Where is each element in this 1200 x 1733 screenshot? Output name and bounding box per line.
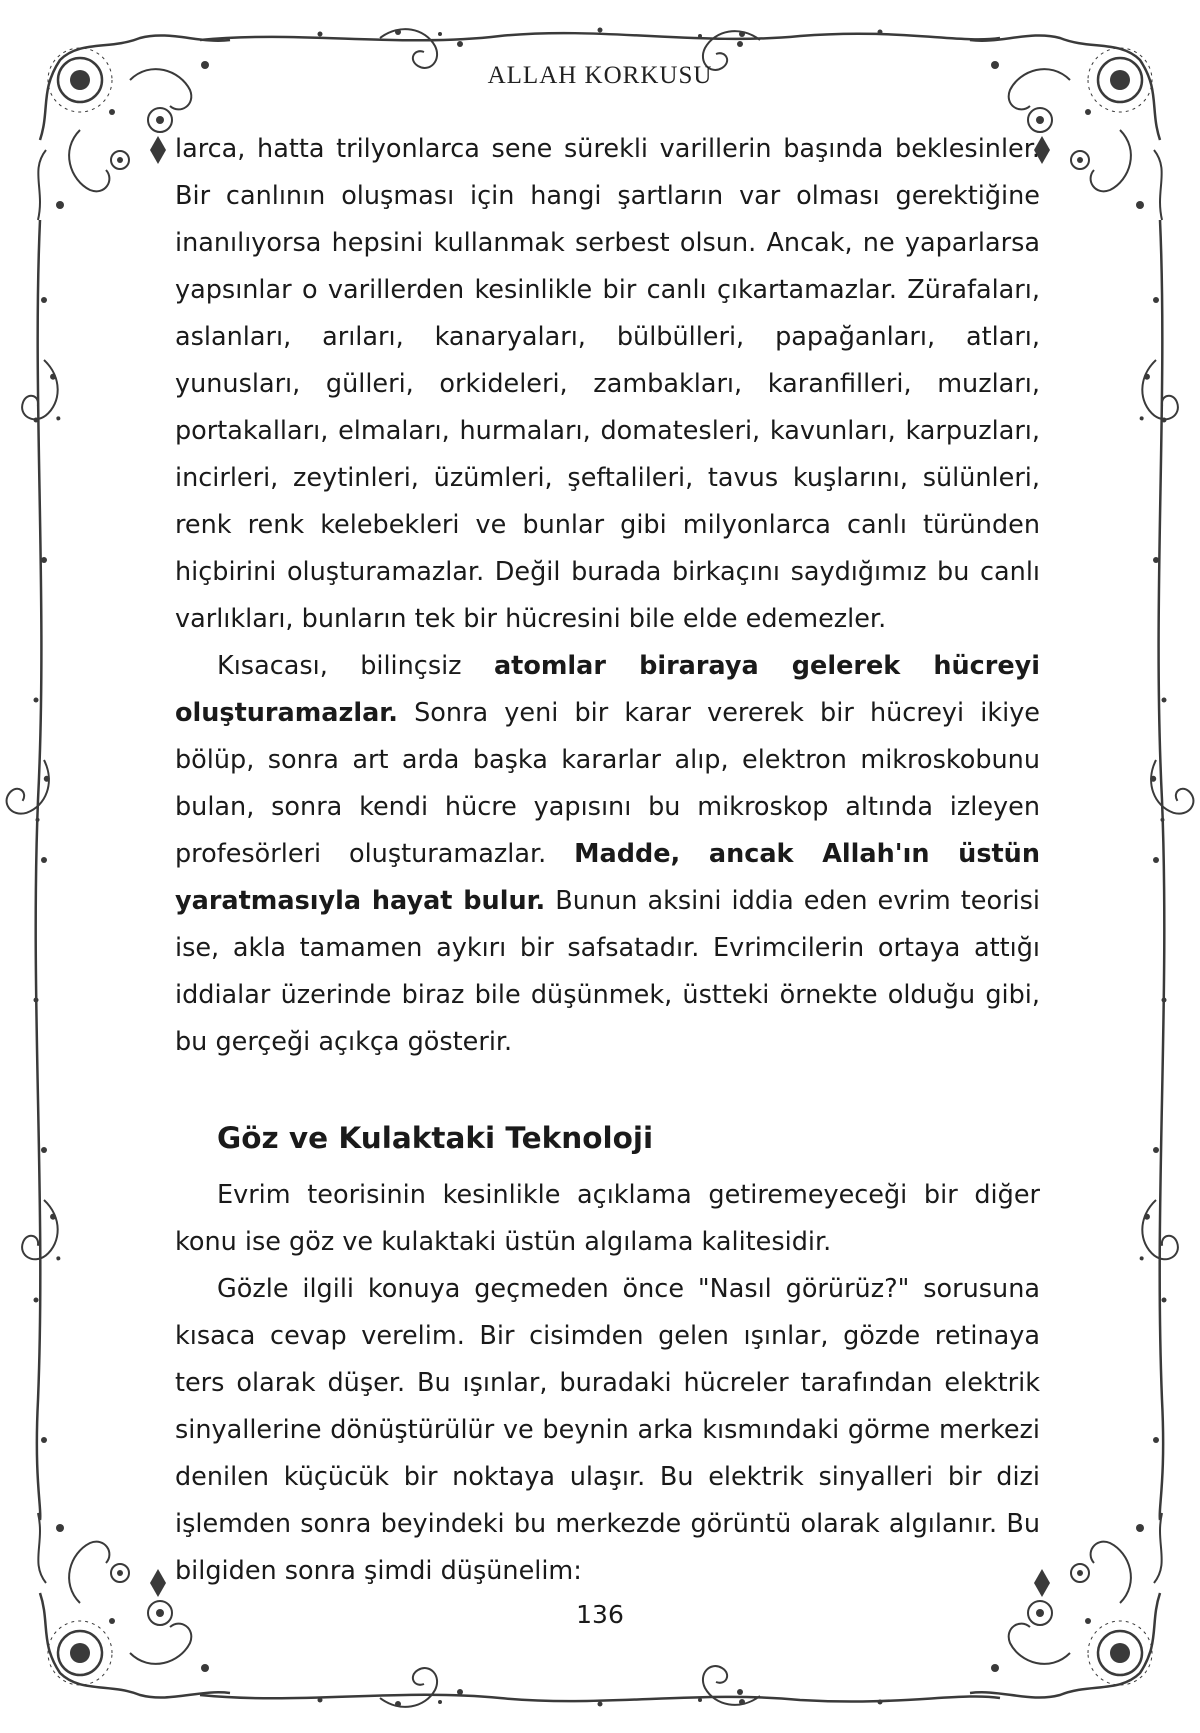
paragraph-2-emphasis: atomlar biraraya gelerek hücreyi oluşturamazlar. [175,651,1040,728]
body-text [175,126,1040,1595]
paragraph-4: Gözle ilgili konuya geçmeden önce "Nasıl görürüz?" sorusuna kısaca cevap verelim. Bir cisimden gelen ışınlar, gözde retinaya ters olarak düşer. Bu ışınlar, buradaki hücreler tarafından elektrik sinyallerine dönüştürülür ve beynin arka kısmındaki görme merkezi denilen küçücük bir noktaya ulaşır. Bu elektrik sinyalleri bir dizi işlemden sonra beyindeki bu merkezde görüntü olarak algılanır. Bu bilgiden sonra şimdi düşünelim: [175,1274,1040,1586]
paragraph-1: larca, hatta trilyonlarca sene sürekli varillerin başında beklesinler. Bir canlının oluşması için hangi şartların var olması gerektiğine inanılıyorsa hepsini kullanmak serbest olsun. Ancak, ne yaparlarsa yapsınlar o varillerden kesinlikle bir canlı çıkartamazlar. Zürafaları, aslanları, arıları, kanaryaları, bülbülleri, papağanları, atları, yunusları, gülleri, orkideleri, zambakları, karanfilleri, muzları, portakalları, elmaları, hurmaları, domatesleri, kavunları, karpuzları, incirleri, zeytinleri, üzümleri, şeftalileri, tavus kuşlarını, sülünleri, renk renk kelebekleri ve bunlar gibi milyonlarca canlı türünden hiçbirini oluşturamazlar. Değil burada birkaçını saydığımız bu canlı varlıkları, bunların tek bir hücresini bile elde edemezler. [175,134,1040,634]
paragraph-3: Evrim teorisinin kesinlikle açıklama getiremeyeceği bir diğer konu ise göz ve kulaktaki üstün algılama kalitesidir. [175,1180,1040,1257]
paragraph-2 [175,643,1040,1066]
section-heading: Göz ve Kulaktaki Teknoloji [217,1121,654,1155]
running-header-title: ALLAH KORKUSU [487,62,713,89]
paragraph-2-text: Sonra yeni bir karar vererek bir hücreyi ikiye bölüp, sonra art arda başka kararlar alıp, elektron mikroskobunu bulan, sonra kendi hücre yapısını bu mikroskop altında izleyen profesörleri oluşturamazlar. [175,698,1040,869]
paragraph-2-text: Bunun aksini iddia eden evrim teorisi ise, akla tamamen aykırı bir safsatadır. Evrimcilerin ortaya attığı iddialar üzerinde biraz bile düşünmek, üstteki örnekte olduğu gibi, bu gerçeği açıkça gösterir. [175,886,1041,1057]
paragraph-2-emphasis: Madde, ancak Allah'ın üstün yaratmasıyla hayat bulur. [175,839,1040,916]
paragraph-2-text: Kısacası, bilinçsiz [217,651,494,681]
page-number: 136 [576,1600,624,1629]
